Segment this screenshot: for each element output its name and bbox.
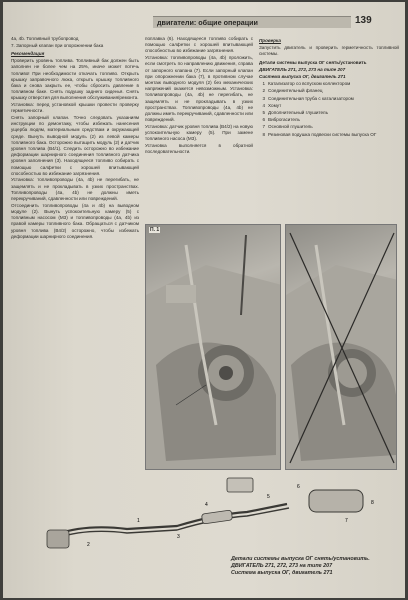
intro-item: 7. Запорный клапан при опорожнении бака xyxy=(11,42,104,48)
paragraph: Установка выполняется в обратной последовательности. xyxy=(145,142,253,155)
engine-subtitle: ДВИГАТЕЛЬ 271, 272, 273 на типе 207 xyxy=(259,66,346,72)
section-title: Детали системы выпуска ОГ снять/установить xyxy=(259,59,367,65)
parts-list-item: 2 Соединительный фланец xyxy=(262,88,323,94)
parts-list-item: 5 Дополнительный глушитель xyxy=(262,110,328,116)
diagram-label: 4 xyxy=(205,502,208,508)
diagram-label: 2 xyxy=(87,542,90,548)
photo-illustration xyxy=(286,225,397,470)
intro-item: 4а, 4b. Топливный трубопровод xyxy=(11,36,79,41)
fuel-tank-photo-2 xyxy=(285,224,397,470)
diagram-label: 6 xyxy=(297,484,300,490)
column-2 xyxy=(145,36,253,156)
recommendation-heading: Рекомендация xyxy=(11,50,45,56)
book-page xyxy=(3,2,405,598)
parts-list-item: 1 Катализатор со вспуском коллектором xyxy=(262,81,351,87)
caption-line: ДВИГАТЕЛЬ 271, 272, 273 на типе 207 xyxy=(231,563,333,570)
paragraph: Запустить двигатель и проверить герметичность топливной системы. xyxy=(259,45,399,57)
column-3 xyxy=(259,36,399,139)
diagram-label: 5 xyxy=(267,494,270,500)
caption-line: Система выпуска ОГ, двигатель 271 xyxy=(231,570,333,577)
paragraph: Проверить уровень топлива. Топливный бак должен быть заполнен не более чем на 25%, иначе может потечь топливо! При необходимости откачать топливо. Открыть крышку заправочного люка, открыть крышку топливного бака и снова закрыть ее, чтобы сбросить давление в топливном баке. Снять подушку заднего сиденья. Снять крышку отверстия для выполнения обслуживания/ремонта. xyxy=(11,58,139,101)
parts-list-item: 6 Виброгаситель xyxy=(262,117,300,123)
paragraph: Отсоединить топливопроводы (4а и 4b) на выводном модуле (2). Вынуть успокоительную камеру (5) с топливным насосом (М3) и топливопроводы (4а, 4b) из правой камеры топливного бака. Обращаться с датчиком уровня топлива (В4/2) осторожно, чтобы избежать деформации шарнирного соединения. xyxy=(11,202,139,239)
paragraph: Установка: перед установкой крышки провести проверку герметичности. xyxy=(11,102,139,114)
diagram-label: 8 xyxy=(371,500,374,506)
photo-label: П. 1 xyxy=(150,227,160,233)
paragraph: Установка: топливопроводы (4а, 4b) не перегибать, не защемлять и не прокладывать в узких пространствах. Топливопроводы (4а, 4b) не должны иметь перекручиваний, сдавленности или повреждений. xyxy=(11,177,139,202)
paragraph: Снять запорный клапан. Точно следовать указаниям инструкции по демонтажу, чтобы избежать нанесения ущерба людям, материальным средствам и окружающей среде. Вынуть выводной модуль (2) из левой камеры топливного бака. Осторожно вытащить модуль (2) и датчик уровня топлива (В4/1). Следить осторожно во избежание деформации шарнирного соединения топливного датчика уровня заполнения (3). Находящееся топливо собирать с помощью салфетки с хорошей впитывающей способностью во избежание загрязнения. xyxy=(11,114,139,176)
paragraph: поплавка (6). Находящееся топливо собирать с помощью салфетки с хорошей впитывающей способностью во избежание загрязнения. xyxy=(145,36,253,54)
diagram-label: 1 xyxy=(137,518,140,524)
parts-list-item: 8 Резиновая подушка подвески системы выпуска ОГ xyxy=(262,131,377,137)
parts-list-item: 7 Основной глушитель xyxy=(262,124,313,130)
paragraph: Установка: датчик уровня топлива (В4/2) на новую успокоительную камеру (5). При замене топливного насоса (М3). xyxy=(145,123,253,142)
exhaust-system-diagram xyxy=(27,474,397,554)
photo-illustration xyxy=(146,225,281,470)
system-subtitle: Система выпуска ОГ, двигатель 271 xyxy=(259,74,346,80)
figure-caption xyxy=(231,556,397,578)
parts-list-item: 4 Хомут xyxy=(262,102,282,108)
parts-list-item: 3 Соединительная труба с катализатором xyxy=(262,95,354,101)
diagram-label: 7 xyxy=(345,518,348,524)
section-header: двигатели: общие операции xyxy=(153,16,351,28)
page-number: 139 xyxy=(355,15,372,26)
paragraph: Установка: топливопроводы (4а, 4b) проложить, если смотреть по направлению движения, справа от запорного клапана (7). Если запорный клапан при опорожнении бака (7), в противном случае монтаж выводного модуля (2) без механических напряжений окажется невозможным. Установка: топливопроводы (4а, 4b) не перегибать, не защемлять и не прокладывать в узких пространствах. Топливопроводы (4а, 4b) не должны иметь перекручиваний, сдавленности или повреждений. xyxy=(145,55,253,123)
caption-line: Детали системы выпуска ОГ снять/установить. xyxy=(231,556,370,562)
column-1 xyxy=(11,36,139,241)
fuel-tank-photo-1 xyxy=(145,224,281,470)
check-heading: Проверка xyxy=(259,38,281,43)
diagram-label: 3 xyxy=(177,534,180,540)
